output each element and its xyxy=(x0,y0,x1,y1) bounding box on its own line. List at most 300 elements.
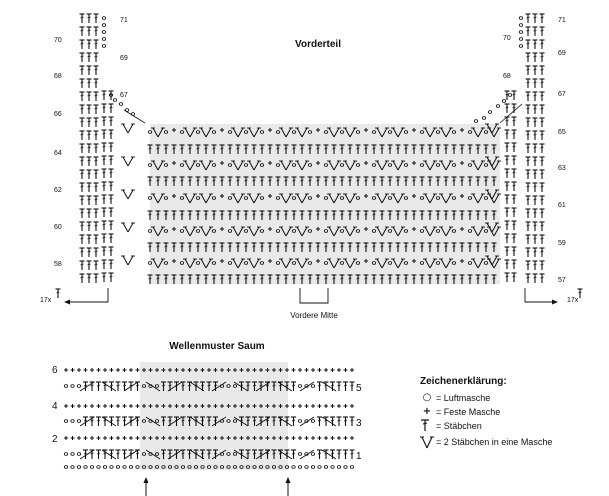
hem-row-number: 3 xyxy=(356,418,362,429)
double-crochet-stitch xyxy=(526,131,531,140)
double-crochet-stitch xyxy=(80,53,85,62)
row-number: 57 xyxy=(558,277,566,284)
row-number: 70 xyxy=(54,37,62,44)
wave-stitch xyxy=(300,382,314,391)
double-crochet-stitch xyxy=(533,131,538,140)
double-crochet-stitch xyxy=(80,183,85,192)
single-crochet-stitch xyxy=(311,368,315,372)
repeat-bracket-left xyxy=(66,288,108,302)
double-crochet-stitch xyxy=(291,382,296,391)
hem-row-number: 5 xyxy=(356,383,362,394)
double-crochet-stitch xyxy=(533,79,538,88)
chain-stitch xyxy=(116,466,119,469)
chain-stitch xyxy=(90,466,93,469)
chain-stitch xyxy=(110,466,113,469)
two-dc-stitch xyxy=(121,223,135,232)
single-crochet-stitch xyxy=(84,368,88,372)
double-crochet-stitch xyxy=(512,91,517,100)
row-number: 63 xyxy=(558,165,566,172)
chain-stitch xyxy=(502,100,505,103)
chain-stitch xyxy=(519,17,522,20)
chain-stitch xyxy=(71,466,74,469)
double-crochet-stitch xyxy=(533,105,538,114)
single-crochet-stitch xyxy=(331,436,335,440)
row-number: 59 xyxy=(558,240,566,247)
double-crochet-stitch xyxy=(87,131,92,140)
double-crochet-stitch xyxy=(350,382,355,391)
double-crochet-stitch xyxy=(102,117,107,126)
double-crochet-stitch xyxy=(512,247,517,256)
double-crochet-stitch xyxy=(102,260,107,269)
double-crochet-stitch xyxy=(540,183,545,192)
double-crochet-stitch xyxy=(102,247,107,256)
double-crochet-stitch xyxy=(116,450,121,459)
double-crochet-stitch xyxy=(350,450,355,459)
double-crochet-stitch xyxy=(505,260,510,269)
double-crochet-stitch xyxy=(94,157,99,166)
double-crochet-stitch xyxy=(505,182,510,191)
chain-stitch xyxy=(311,466,314,469)
double-crochet-stitch xyxy=(103,417,108,426)
double-crochet-stitch xyxy=(540,274,545,283)
double-crochet-stitch xyxy=(526,40,531,49)
double-crochet-stitch xyxy=(526,53,531,62)
row-number: 67 xyxy=(558,91,566,98)
double-crochet-stitch xyxy=(80,235,85,244)
single-crochet-stitch xyxy=(129,436,133,440)
chain-stitch xyxy=(136,466,139,469)
double-crochet-stitch xyxy=(526,183,531,192)
double-crochet-stitch xyxy=(87,53,92,62)
double-crochet-stitch xyxy=(103,450,108,459)
double-crochet-stitch xyxy=(512,273,517,282)
chain-stitch xyxy=(350,466,353,469)
double-crochet-stitch xyxy=(512,221,517,230)
double-crochet-stitch xyxy=(540,222,545,231)
chain-stitch xyxy=(519,31,522,34)
chain-stitch xyxy=(64,420,67,423)
double-crochet-stitch xyxy=(533,66,538,75)
two-dc-stitch xyxy=(121,190,135,199)
double-crochet-stitch xyxy=(94,105,99,114)
double-crochet-stitch xyxy=(540,92,545,101)
double-crochet-stitch xyxy=(505,143,510,152)
double-crochet-stitch xyxy=(533,53,538,62)
legend-item-double-crochet xyxy=(420,419,482,432)
single-crochet-stitch xyxy=(123,404,127,408)
legend-item-chain xyxy=(420,391,490,404)
double-crochet-stitch xyxy=(94,66,99,75)
double-crochet-stitch xyxy=(94,40,99,49)
legend-label: = Luftmasche xyxy=(436,392,491,403)
legend-item-two-dc xyxy=(420,435,552,448)
double-crochet-stitch xyxy=(102,156,107,165)
single-crochet-stitch xyxy=(331,368,335,372)
legend-label: = Feste Masche xyxy=(436,406,501,417)
double-crochet-stitch xyxy=(526,235,531,244)
double-crochet-stitch xyxy=(505,130,510,139)
single-crochet-stitch xyxy=(305,404,309,408)
double-crochet-stitch xyxy=(533,222,538,231)
single-crochet-stitch xyxy=(136,404,140,408)
double-crochet-stitch xyxy=(540,157,545,166)
double-crochet-stitch xyxy=(337,382,342,391)
single-crochet-stitch xyxy=(337,368,341,372)
single-crochet-stitch xyxy=(90,436,94,440)
double-crochet-stitch xyxy=(87,248,92,257)
double-crochet-stitch xyxy=(109,117,114,126)
double-crochet-stitch xyxy=(102,273,107,282)
double-crochet-stitch xyxy=(116,417,121,426)
double-crochet-stitch xyxy=(533,274,538,283)
single-crochet-stitch xyxy=(97,404,101,408)
double-crochet-stitch xyxy=(80,209,85,218)
double-crochet-stitch xyxy=(80,248,85,257)
double-crochet-stitch xyxy=(512,208,517,217)
wave-stitch xyxy=(322,450,336,459)
double-crochet-stitch xyxy=(540,196,545,205)
double-crochet-stitch xyxy=(533,92,538,101)
chain-stitch xyxy=(64,466,67,469)
chain-stitch xyxy=(305,466,308,469)
double-crochet-stitch xyxy=(512,182,517,191)
double-crochet-stitch xyxy=(94,222,99,231)
double-crochet-stitch xyxy=(80,118,85,127)
double-crochet-stitch xyxy=(102,91,107,100)
single-crochet-stitch xyxy=(103,436,107,440)
double-crochet-stitch xyxy=(540,27,545,36)
wave-stitch xyxy=(300,417,314,426)
single-crochet-stitch xyxy=(116,436,120,440)
wave-stitch xyxy=(322,417,336,426)
double-crochet-stitch xyxy=(80,170,85,179)
double-crochet-stitch xyxy=(87,183,92,192)
double-crochet-stitch xyxy=(102,143,107,152)
double-crochet-stitch xyxy=(87,105,92,114)
double-crochet-stitch xyxy=(540,170,545,179)
single-crochet-stitch xyxy=(97,436,101,440)
double-crochet-stitch xyxy=(505,273,510,282)
double-crochet-stitch xyxy=(109,104,114,113)
double-crochet-stitch xyxy=(109,130,114,139)
wave-stitch xyxy=(102,417,116,426)
double-crochet-stitch xyxy=(526,196,531,205)
single-crochet-stitch xyxy=(318,436,322,440)
single-crochet-stitch xyxy=(64,368,68,372)
double-crochet-stitch xyxy=(109,156,114,165)
double-crochet-stitch xyxy=(94,118,99,127)
single-crochet-stitch xyxy=(292,368,296,372)
double-crochet-stitch xyxy=(526,79,531,88)
double-crochet-stitch xyxy=(80,14,85,23)
chain-stitch xyxy=(71,385,74,388)
double-crochet-stitch xyxy=(87,235,92,244)
double-crochet-stitch xyxy=(80,92,85,101)
double-crochet-stitch xyxy=(505,169,510,178)
double-crochet-stitch xyxy=(102,221,107,230)
single-crochet-stitch xyxy=(344,368,348,372)
row-number: 61 xyxy=(558,202,566,209)
double-crochet-stitch xyxy=(80,157,85,166)
double-crochet-stitch xyxy=(533,170,538,179)
chain-stitch xyxy=(519,38,522,41)
double-crochet-stitch xyxy=(540,105,545,114)
double-crochet-stitch xyxy=(505,156,510,165)
single-crochet-stitch xyxy=(123,368,127,372)
single-crochet-stitch xyxy=(344,404,348,408)
double-crochet-stitch xyxy=(102,130,107,139)
double-crochet-stitch xyxy=(540,248,545,257)
single-crochet-stitch xyxy=(337,404,341,408)
double-crochet-stitch xyxy=(540,131,545,140)
double-crochet-stitch xyxy=(116,382,121,391)
chain-stitch xyxy=(113,99,116,102)
double-crochet-stitch xyxy=(94,79,99,88)
double-crochet-stitch xyxy=(533,209,538,218)
double-crochet-stitch xyxy=(80,27,85,36)
wave-stitch xyxy=(300,450,314,459)
hem-row-number: 4 xyxy=(52,401,58,412)
double-crochet-stitch xyxy=(533,248,538,257)
double-crochet-stitch xyxy=(505,104,510,113)
double-crochet-stitch xyxy=(526,209,531,218)
single-crochet-stitch xyxy=(64,436,68,440)
double-crochet-stitch xyxy=(94,53,99,62)
single-crochet-stitch xyxy=(110,368,114,372)
single-crochet-stitch xyxy=(350,436,354,440)
single-crochet-stitch xyxy=(311,404,315,408)
double-crochet-stitch xyxy=(80,222,85,231)
double-crochet-stitch xyxy=(540,14,545,23)
row-number: 68 xyxy=(503,73,511,80)
double-crochet-stitch xyxy=(526,274,531,283)
double-crochet-stitch xyxy=(540,235,545,244)
chain-stitch xyxy=(344,466,347,469)
double-crochet-stitch xyxy=(102,195,107,204)
row-number: 58 xyxy=(54,261,62,268)
double-crochet-stitch xyxy=(94,209,99,218)
row-number: 68 xyxy=(54,73,62,80)
double-crochet-stitch xyxy=(337,450,342,459)
pointer-line-right xyxy=(500,104,522,123)
double-crochet-stitch xyxy=(87,27,92,36)
single-crochet-stitch xyxy=(97,368,101,372)
double-crochet-stitch xyxy=(512,143,517,152)
two-dc-stitch xyxy=(121,124,135,133)
double-crochet-stitch xyxy=(533,157,538,166)
double-crochet-stitch xyxy=(80,105,85,114)
double-crochet-stitch xyxy=(540,209,545,218)
single-crochet-stitch xyxy=(116,404,120,408)
arrow-up-icon xyxy=(286,477,291,483)
single-crochet-stitch xyxy=(337,436,341,440)
double-crochet-stitch xyxy=(87,14,92,23)
wave-stitch xyxy=(322,382,336,391)
double-crochet-stitch xyxy=(80,274,85,283)
single-crochet-stitch xyxy=(350,404,354,408)
double-crochet-stitch xyxy=(317,382,322,391)
single-crochet-stitch xyxy=(129,404,133,408)
double-crochet-stitch xyxy=(94,131,99,140)
chain-stitch xyxy=(77,385,80,388)
chain-stitch xyxy=(337,466,340,469)
chain-stitch xyxy=(84,466,87,469)
single-crochet-stitch xyxy=(298,436,302,440)
chain-stitch xyxy=(298,420,301,423)
single-crochet-stitch xyxy=(292,436,296,440)
row-number: 71 xyxy=(120,17,128,24)
double-crochet-stitch xyxy=(526,14,531,23)
single-crochet-stitch xyxy=(110,404,114,408)
chain-stitch xyxy=(298,453,301,456)
double-crochet-stitch xyxy=(540,261,545,270)
single-crochet-stitch xyxy=(84,404,88,408)
double-crochet-stitch xyxy=(103,382,108,391)
double-crochet-stitch xyxy=(109,273,114,282)
single-crochet-stitch xyxy=(71,436,75,440)
single-crochet-stitch xyxy=(77,436,81,440)
double-crochet-stitch xyxy=(96,417,101,426)
double-crochet-stitch xyxy=(102,169,107,178)
double-crochet-stitch xyxy=(505,195,510,204)
double-crochet-stitch xyxy=(350,417,355,426)
double-crochet-stitch xyxy=(540,53,545,62)
double-crochet-stitch xyxy=(505,247,510,256)
double-crochet-stitch xyxy=(533,235,538,244)
double-crochet-stitch xyxy=(505,234,510,243)
chain-stitch xyxy=(77,466,80,469)
chain-stitch xyxy=(488,111,491,114)
chain-stitch xyxy=(318,466,321,469)
double-crochet-stitch xyxy=(533,40,538,49)
repeat-left-label: 17x xyxy=(40,297,52,304)
double-crochet-stitch xyxy=(505,221,510,230)
hem-row-number: 6 xyxy=(52,365,58,376)
legend-title: Zeichenerklärung: xyxy=(420,376,507,387)
chain-stitch xyxy=(77,453,80,456)
double-crochet-stitch xyxy=(533,196,538,205)
double-crochet-stitch xyxy=(512,234,517,243)
single-crochet-stitch xyxy=(324,368,328,372)
single-crochet-stitch xyxy=(324,404,328,408)
chain-stitch xyxy=(102,45,105,48)
single-crochet-stitch xyxy=(305,436,309,440)
double-crochet-stitch xyxy=(87,66,92,75)
single-crochet-stitch xyxy=(318,404,322,408)
double-crochet-stitch xyxy=(291,450,296,459)
chain-stitch xyxy=(331,466,334,469)
single-crochet-stitch xyxy=(84,436,88,440)
double-crochet-stitch xyxy=(94,235,99,244)
double-crochet-stitch xyxy=(109,169,114,178)
single-crochet-stitch xyxy=(311,436,315,440)
chain-stitch xyxy=(519,45,522,48)
center-bracket xyxy=(300,288,328,303)
chain-stitch xyxy=(123,466,126,469)
single-crochet-stitch xyxy=(64,404,68,408)
double-crochet-stitch xyxy=(80,40,85,49)
single-crochet-stitch xyxy=(116,368,120,372)
double-crochet-stitch xyxy=(87,79,92,88)
double-crochet-stitch xyxy=(87,118,92,127)
double-crochet-stitch xyxy=(94,144,99,153)
chain-stitch xyxy=(508,94,511,97)
double-crochet-stitch xyxy=(80,131,85,140)
double-crochet-stitch xyxy=(512,260,517,269)
double-crochet-stitch xyxy=(87,170,92,179)
single-crochet-stitch xyxy=(318,368,322,372)
chain-icon: ○ xyxy=(422,392,432,403)
double-crochet-stitch xyxy=(87,92,92,101)
double-crochet-stitch xyxy=(87,209,92,218)
double-crochet-stitch xyxy=(87,40,92,49)
chain-stitch xyxy=(474,120,477,123)
single-crochet-stitch xyxy=(77,404,81,408)
double-crochet-stitch xyxy=(317,450,322,459)
double-crochet-stitch xyxy=(109,208,114,217)
double-crochet-stitch xyxy=(56,289,61,298)
chain-stitch xyxy=(102,24,105,27)
double-crochet-stitch xyxy=(526,248,531,257)
chain-stitch xyxy=(298,466,301,469)
double-crochet-stitch xyxy=(540,79,545,88)
chain-stitch xyxy=(324,466,327,469)
double-crochet-stitch xyxy=(87,157,92,166)
double-crochet-stitch xyxy=(102,104,107,113)
double-crochet-stitch xyxy=(512,104,517,113)
single-crochet-stitch xyxy=(71,404,75,408)
double-crochet-stitch xyxy=(526,27,531,36)
double-crochet-stitch xyxy=(526,157,531,166)
double-crochet-stitch xyxy=(94,27,99,36)
front-title: Vorderteil xyxy=(295,39,341,50)
double-crochet-stitch xyxy=(317,417,322,426)
single-crochet-stitch xyxy=(136,368,140,372)
repeat-right-label: 17x xyxy=(567,297,579,304)
double-crochet-stitch xyxy=(94,274,99,283)
double-crochet-stitch xyxy=(526,261,531,270)
chain-stitch xyxy=(103,466,106,469)
double-crochet-stitch xyxy=(87,196,92,205)
double-crochet-stitch xyxy=(109,182,114,191)
single-crochet-stitch xyxy=(90,368,94,372)
double-crochet-stitch xyxy=(526,118,531,127)
double-crochet-stitch xyxy=(109,247,114,256)
double-crochet-stitch xyxy=(102,234,107,243)
double-crochet-stitch xyxy=(505,208,510,217)
chain-stitch xyxy=(311,453,314,456)
wave-stitch xyxy=(102,450,116,459)
chain-stitch xyxy=(102,38,105,41)
legend-label: = Stäbchen xyxy=(436,420,482,431)
single-crochet-stitch xyxy=(305,368,309,372)
single-crochet-stitch xyxy=(350,368,354,372)
chain-stitch xyxy=(129,466,132,469)
wave-stitch xyxy=(102,382,116,391)
double-crochet-stitch xyxy=(80,66,85,75)
double-crochet-stitch xyxy=(94,261,99,270)
double-crochet-stitch xyxy=(94,196,99,205)
double-crochet-stitch xyxy=(94,170,99,179)
double-crochet-stitch xyxy=(87,222,92,231)
double-crochet-stitch xyxy=(526,92,531,101)
chain-stitch xyxy=(77,420,80,423)
double-crochet-stitch xyxy=(102,182,107,191)
double-crochet-stitch xyxy=(526,222,531,231)
row-number: 65 xyxy=(558,129,566,136)
pointer-line-left xyxy=(124,110,145,123)
row-number: 62 xyxy=(54,187,62,194)
